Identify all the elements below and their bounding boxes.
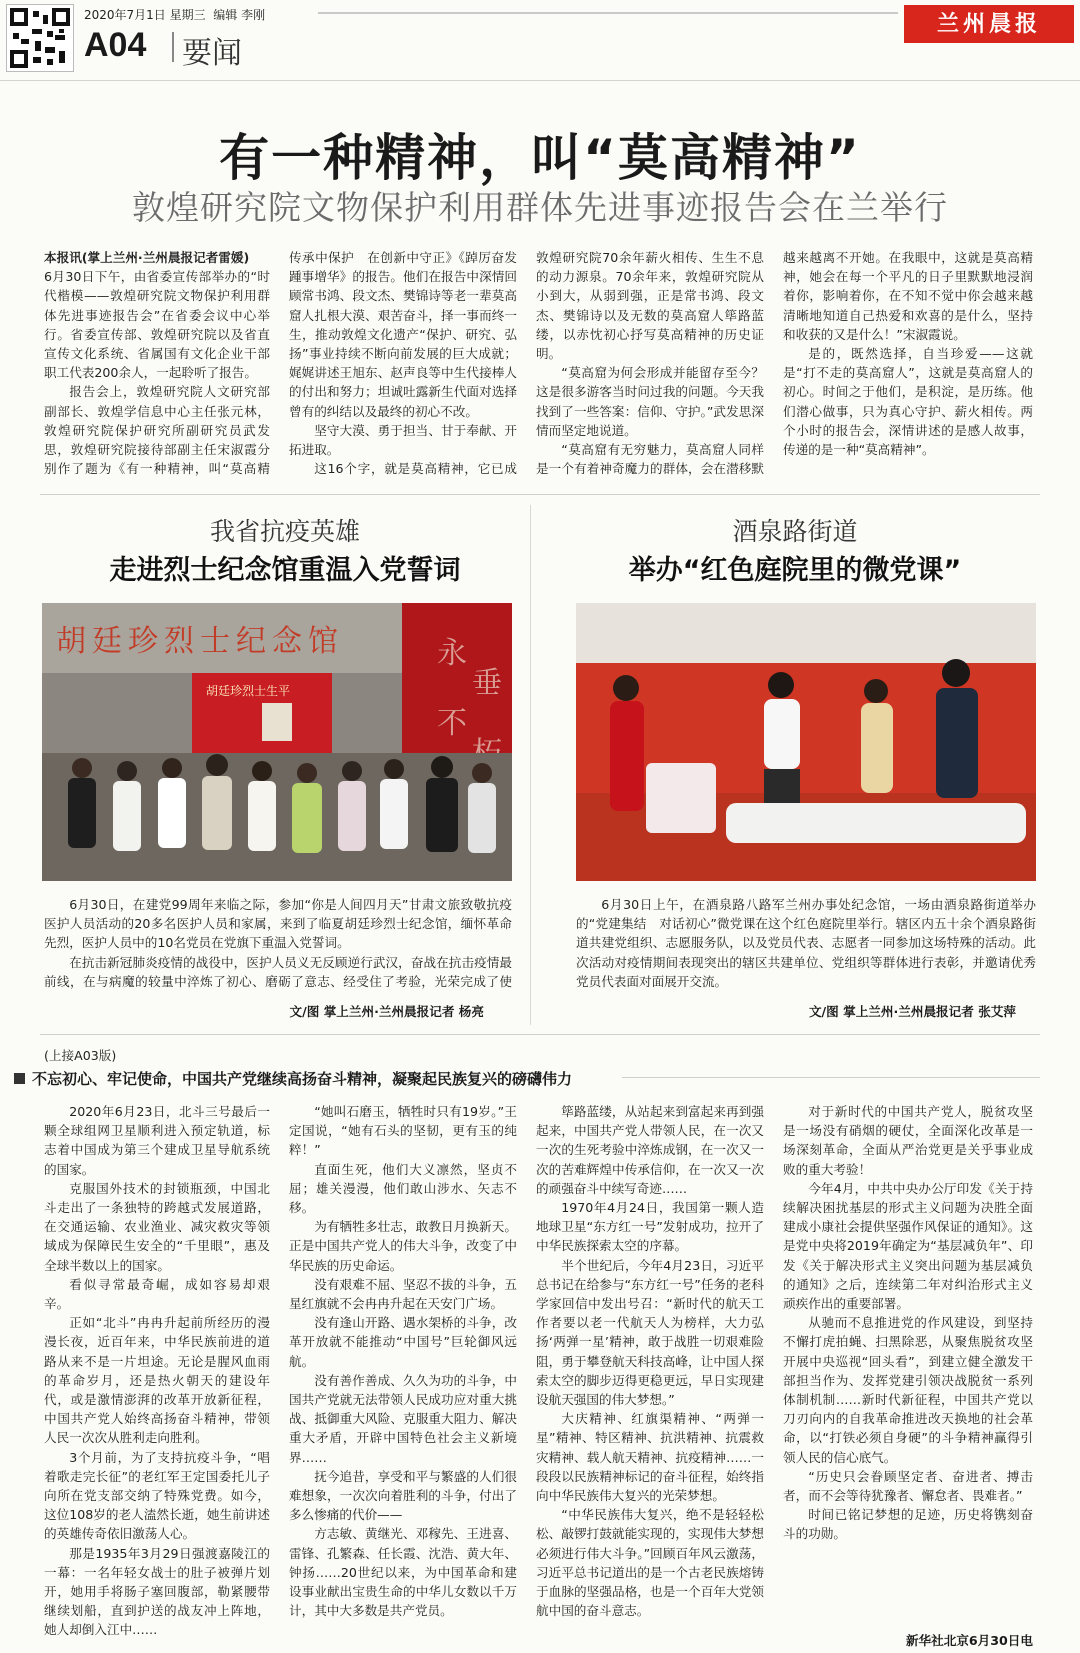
bottom-col-2 <box>289 1102 517 1650</box>
continued-from: (上接A03版) <box>44 1048 117 1063</box>
paragraph: 对于新时代的中国共产党人，脱贫攻坚是一场没有硝烟的硬仗，全面深化改革是一场深刻革命，全面从严治党更是关乎事业成败的重大考验！ <box>783 1104 1033 1177</box>
paragraph: 传承中保护 在创新中守正》《踔厉奋发 踵事增华》的报告。他们在报告中深情回顾常书鸿、段文杰、樊锦诗等老一辈莫高窟人扎根大漠、艰苦奋斗，择一事而终一生，推动敦煌文化遗产“保护、研究、弘扬”事业持续不断向前发展的巨大成就；娓娓讲述王旭东、赵声良等中生代接棒人的付出和努力；坦诚吐露新生代面对选择曾有的纠结以及最终的初心不改。 <box>289 250 517 419</box>
main-col-4 <box>783 248 1033 478</box>
issue-date: 2020年7月1日 星期三 <box>84 8 206 22</box>
right-byline: 文/图 掌上兰州·兰州晨报记者 张艾萍 <box>808 1004 1016 1019</box>
paragraph: 没有善作善成、久久为功的斗争，中国共产党就无法带领人民成功应对重大挑战、抵御重大风险、克服重大阻力、解决重大矛盾，开辟中国特色社会主义新境界…… <box>289 1372 517 1465</box>
right-photo <box>576 603 1036 881</box>
paragraph: 越来越离不开她。在我眼中，这就是莫高精神，她会在每一个平凡的日子里默默地浸润着你，影响着你，在不知不觉中你会越来越清晰地知道自己热爱和欢喜的是什么，坚持和收获的又是什么！”宋淑霞说。 <box>783 250 1033 342</box>
title-marker <box>14 1073 25 1084</box>
table <box>646 763 716 833</box>
photo-board-title: 胡廷珍烈士生平 <box>206 684 291 698</box>
issue-date-editor <box>84 6 265 23</box>
paragraph: 坚守大漠、勇于担当、甘于奉献、开拓进取。 <box>289 422 517 458</box>
paragraph: 3个月前，为了支持抗疫斗争，“唱着歌走完长征”的老红军王定国委托儿子向所在党支部交纳了特殊党费。如今，这位108岁的老人溘然长逝，她生前讲述的英雄传奇依旧激荡人心。 <box>44 1449 270 1542</box>
left-body <box>44 895 512 991</box>
left-headline: 走进烈士纪念馆重温入党誓词 <box>109 555 461 586</box>
header-divider <box>0 80 1080 81</box>
paragraph: 没有逢山开路、遇水架桥的斗争，改革开放就不能推动“中国号”巨轮御风远航。 <box>289 1315 517 1369</box>
paragraph: 为有牺牲多壮志，敢教日月换新天。正是中国共产党人的伟大斗争，改变了中华民族的历史命运。 <box>289 1219 517 1273</box>
paragraph: 6月30日上午，在酒泉路八路军兰州办事处纪念馆，一场由酒泉路街道举办的“党建集结 对话初心”微党课在这个红色庭院里举行。辖区内五十余个酒泉路街道共建党组织、志愿服务队，以及党员代表、志愿者一同参加这场特殊的活动。此次活动对疫情期间表现突出的辖区共建单位、党组织等群体进行表彰，并邀请优秀党员代表面对面展开交流。 <box>576 897 1036 989</box>
paragraph: “历史只会眷顾坚定者、奋进者、搏击者，而不会等待犹豫者、懈怠者、畏难者。” <box>783 1468 1033 1504</box>
section-divider <box>40 494 1040 495</box>
bottom-col-4 <box>783 1102 1033 1628</box>
memorial-photo-illustration <box>42 603 512 881</box>
bottom-col-1 <box>44 1102 270 1650</box>
svg-text:垂: 垂 <box>472 666 502 701</box>
svg-text:永: 永 <box>437 636 467 671</box>
paragraph: 正如“北斗”冉冉升起前所经历的漫漫长夜，近百年来，中华民族前进的道路从来不是一片坦途。无论是腥风血雨的革命岁月，还是热火朝天的建设年代，或是激情澎湃的改革开放新征程，中国共产党人始终高扬奋斗精神，带领人民一次次从胜利走向胜利。 <box>44 1315 270 1446</box>
paragraph: “莫高窟为何会形成并能留存至今？这是很多游客当时问过我的问题。今天我找到了一些答案：信仰、守护。”武发思深情而坚定地说道。 <box>536 365 764 438</box>
micro-class-photo-illustration <box>576 603 1036 881</box>
paragraph: “中华民族伟大复兴，绝不是轻轻松松、敲锣打鼓就能实现的，实现伟大梦想必须进行伟大斗争。”回顾百年风云激荡，习近平总书记道出的是一个古老民族熔铸于血脉的坚强品格，也是一个百年大党领航中国的奋斗意志。 <box>536 1507 764 1619</box>
paragraph: 没有艰难不屈、坚忍不拔的斗争，五星红旗就不会冉冉升起在天安门广场。 <box>289 1276 517 1312</box>
header-rule <box>318 12 898 14</box>
main-subheadline: 敦煌研究院文物保护利用群体先进事迹报告会在兰举行 <box>132 188 948 227</box>
paragraph: 是的，既然选择，自当珍爱——这就是“打不走的莫高窟人”，这就是莫高窟人的初心。时间之于他们，是积淀，是历练。他们潜心做事，只为真心守护、薪火相传。两个小时的报告会，深情讲述的是感人故事，传递的是一种“莫高精神”。 <box>783 346 1033 458</box>
paragraph: 时间已铭记梦想的足迹，历史将镌刻奋斗的功勋。 <box>783 1507 1033 1542</box>
page-separator <box>172 32 174 62</box>
paragraph: 1970年4月24日，我国第一颗人造地球卫星“东方红一号”发射成功，拉开了中华民族探索太空的序幕。 <box>536 1200 764 1254</box>
section-divider <box>40 1034 1040 1035</box>
paragraph: 大庆精神、红旗渠精神、“两弹一星”精神、特区精神、抗洪精神、抗震救灾精神、载人航天精神、抗疫精神……一段段以民族精神标记的奋斗征程，始终指向中华民族伟大复兴的光荣梦想。 <box>536 1411 764 1504</box>
paragraph: 6月30日，在建党99周年来临之际，参加“你是人间四月天”甘肃文旅致敬抗疫医护人员活动的20多名医护人员和家属，来到了临夏胡廷珍烈士纪念馆，缅怀革命先烈，医护人员中的10名党员在党旗下重温入党誓词。 <box>44 897 512 951</box>
right-headline: 举办“红色庭院里的微党课” <box>628 555 962 586</box>
left-photo <box>42 603 512 881</box>
paragraph: 方志敏、黄继光、邓稼先、王进喜、雷锋、孔繁森、任长霞、沈浩、黄大年、钟扬……20世纪以来，为中国革命和建设事业献出宝贵生命的中华儿女数以千万计，其中大多数是共产党员。 <box>289 1526 517 1619</box>
paragraph: 从驰而不息推进党的作风建设，到坚持不懈打虎拍蝇、扫黑除恶，从聚焦脱贫攻坚开展中央巡视“回头看”，到建立健全激发干部担当作为、发挥党建引领决战脱贫一系列体制机制……新时代新征程，中国共产党以刀刃向内的自我革命推进改天换地的社会革命，以“打铁必须自身硬”的斗争精神赢得引领人民的信心底气。 <box>783 1315 1033 1465</box>
paragraph: 这16个字，就是莫高精神，它已成 <box>314 461 517 477</box>
paragraph: 抚今追昔，享受和平与繁盛的人们很难想象，一次次向着胜利的斗争，付出了多么惨痛的代价—— <box>289 1468 517 1523</box>
page-number: A04 <box>84 26 147 64</box>
paragraph: 看似寻常最奇崛，成如容易却艰辛。 <box>44 1276 270 1312</box>
right-body <box>576 895 1036 991</box>
dateline: 新华社北京6月30日电 <box>905 1633 1033 1648</box>
paragraph: 6月30日下午，由省委宣传部举办的“时代楷模——敦煌研究院文物保护利用群体先进事迹报告会”在省委会议中心举行。省委宣传部、敦煌研究院以及省直宣传文化系统、省属国有文化企业干部职工代表200余人，一起聆听了报告。 <box>44 269 270 381</box>
lead-label: 本报讯(掌上兰州·兰州晨报记者雷媛) <box>44 250 250 265</box>
paragraph: 今年4月，中共中央办公厅印发《关于持续解决困扰基层的形式主义问题为决胜全面建成小康社会提供坚强作风保证的通知》。这是党中央将2019年确定为“基层减负年”、印发《关于解决形式主义突出问题为基层减负的通知》之后，连续第二年对纠治形式主义顽疾作出的重要部署。 <box>783 1180 1033 1312</box>
main-col-1 <box>44 248 270 478</box>
memorial-sign: 胡廷珍烈士纪念馆 <box>56 624 344 659</box>
paragraph: 筚路蓝缕，从站起来到富起来再到强起来，中国共产党人带领人民，在一次又一次的生死考验中淬炼成钢，在一次又一次的苦难辉煌中传承信仰，在一次又一次的顽强奋斗中续写奇迹…… <box>536 1104 764 1196</box>
page-section: 要闻 <box>182 36 242 71</box>
newspaper-logo: 兰州晨报 <box>904 5 1074 43</box>
paragraph: 敦煌研究院70余年薪火相传、生生不息的动力源泉。70余年来，敦煌研究院从小到大，从弱到强，正是常书鸿、段文杰、樊锦诗以及无数的莫高窟人筚路蓝缕，以赤忱初心抒写莫高精神的历史证明。 <box>536 250 764 362</box>
headline-rule <box>622 1077 1040 1078</box>
bottom-headline: 不忘初心、牢记使命，中国共产党继续高扬奋斗精神，凝聚起民族复兴的磅礴伟力 <box>32 1070 573 1088</box>
right-kicker: 酒泉路街道 <box>732 517 858 546</box>
main-col-2 <box>289 248 517 478</box>
main-headline: 有一种精神，叫“莫高精神” <box>219 129 861 187</box>
paragraph: 半个世纪后，今年4月23日，习近平总书记在给参与“东方红一号”任务的老科学家回信中发出号召：“新时代的航天工作者要以老一代航天人为榜样，大力弘扬‘两弹一星’精神，敢于战胜一切艰难险阻，勇于攀登航天科技高峰，让中国人探索太空的脚步迈得更稳更远，早日实现建设航天强国的伟大梦想。” <box>536 1257 764 1408</box>
paragraph: “她叫石磨玉，牺牲时只有19岁。”王定国说，“她有石头的坚韧，更有玉的纯粹！” <box>289 1104 517 1158</box>
paragraph: 在抗击新冠肺炎疫情的战役中，医护人员义无反顾逆行武汉，奋战在抗击疫情最前线，在与病魔的较量中淬炼了初心、磨砺了意志、经受住了考验，光荣完成了使 <box>44 954 512 989</box>
editor: 编辑 李刚 <box>213 8 266 22</box>
paragraph: 报告会上，敦煌研究院人文研究部副部长、敦煌学信息中心主任张元林，敦煌研究院保护研究所副研究员武发思，敦煌研究院接待部副主任宋淑霞分别作了题为《有一种精神，叫“莫高精 <box>44 384 270 477</box>
left-kicker: 我省抗疫英雄 <box>209 517 360 546</box>
paragraph: 直面生死，他们大义凛然，坚贞不屈；雄关漫漫，他们敢山涉水、矢志不移。 <box>289 1161 517 1216</box>
bottom-col-3 <box>536 1102 764 1650</box>
column-divider <box>530 505 531 1025</box>
main-col-3 <box>536 248 764 478</box>
paragraph: “莫高窟有无穷魅力，莫高窟人同样是一个有着神奇魔力的群体，会在潜移默 <box>536 442 764 477</box>
paragraph: 2020年6月23日，北斗三号最后一颗全球组网卫星顺利进入预定轨道，标志着中国成为第三个建成卫星导航系统的国家。 <box>44 1104 270 1177</box>
paragraph: 那是1935年3月29日强渡嘉陵江的一幕：一名年轻女战士的肚子被弹片划开，她用手将肠子塞回腹部，勒紧腰带继续划船，直到护送的战友冲上阵地，她人却倒入江中…… <box>44 1545 270 1638</box>
svg-text:不: 不 <box>437 706 467 741</box>
paragraph: 克服国外技术的封锁瓶颈，中国北斗走出了一条独特的跨越式发展道路，在交通运输、农业渔业、减灾救灾等领域成为保障民生安全的“千里眼”，惠及全球半数以上的国家。 <box>44 1180 270 1273</box>
left-byline: 文/图 掌上兰州·兰州晨报记者 杨亮 <box>289 1004 484 1019</box>
qr-code <box>6 4 74 72</box>
